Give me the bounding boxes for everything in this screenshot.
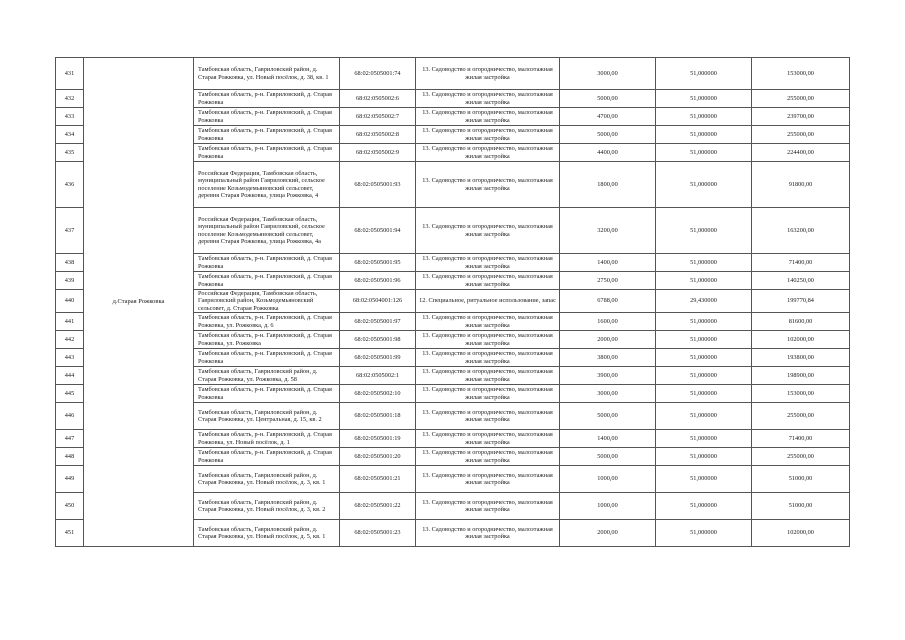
row-number-cell: 433 <box>56 108 84 126</box>
land-valuation-table <box>55 57 850 547</box>
area-cell: 3000,00 <box>560 385 656 403</box>
cadastral-value-cell: 140250,00 <box>752 272 850 290</box>
area-cell: 1800,00 <box>560 162 656 208</box>
cadastral-value-cell: 91800,00 <box>752 162 850 208</box>
rate-cell: 51,000000 <box>656 108 752 126</box>
land-use-cell: 13. Садоводство и огородничество, малоэтажная жилая застройка <box>416 331 560 349</box>
rate-cell: 51,000000 <box>656 144 752 162</box>
address-cell: Тамбовская область, Гавриловский район, д. Старая Рожковка, ул. Новый посёлок, д. 3, кв. 2 <box>194 493 340 520</box>
cadastral-value-cell: 102000,00 <box>752 331 850 349</box>
area-cell: 1000,00 <box>560 466 656 493</box>
address-cell: Российская Федерация, Тамбовская область, Гавриловский район, Козьмодемьяновский сельсовет, д. Старая Рожковка <box>194 290 340 313</box>
land-use-cell: 13. Садоводство и огородничество, малоэтажная жилая застройка <box>416 313 560 331</box>
cadastral-number-cell: 68:02:0505001:97 <box>340 313 416 331</box>
area-cell: 3000,00 <box>560 58 656 90</box>
row-number-cell: 449 <box>56 466 84 493</box>
land-use-cell: 13. Садоводство и огородничество, малоэтажная жилая застройка <box>416 254 560 272</box>
area-cell: 4700,00 <box>560 108 656 126</box>
rate-cell: 51,000000 <box>656 90 752 108</box>
address-cell: Тамбовская область, р-н. Гавриловский, д. Старая Рожковка <box>194 126 340 144</box>
cadastral-number-cell: 68:02:0505002:6 <box>340 90 416 108</box>
row-number-cell: 448 <box>56 448 84 466</box>
cadastral-value-cell: 255000,00 <box>752 403 850 430</box>
area-cell: 5000,00 <box>560 448 656 466</box>
cadastral-number-cell: 68:02:0504001:126 <box>340 290 416 313</box>
table-body <box>56 58 850 547</box>
cadastral-value-cell: 255000,00 <box>752 90 850 108</box>
address-cell: Тамбовская область, Гавриловский район, д. Старая Рожковка, ул. Новый посёлок, д. 3, кв. 1 <box>194 466 340 493</box>
row-number-cell: 439 <box>56 272 84 290</box>
row-number-cell: 437 <box>56 208 84 254</box>
area-cell: 1600,00 <box>560 313 656 331</box>
rate-cell: 51,000000 <box>656 403 752 430</box>
rate-cell: 51,000000 <box>656 126 752 144</box>
rate-cell: 51,000000 <box>656 331 752 349</box>
cadastral-value-cell: 102000,00 <box>752 520 850 547</box>
address-cell: Российская Федерация, Тамбовская область, муниципальный район Гавриловский, сельское поселение Козьмодемьяновский сельсовет, деревня Старая Рожковка, улица Рожковка, 4 <box>194 162 340 208</box>
cadastral-number-cell: 68:02:0505001:74 <box>340 58 416 90</box>
land-use-cell: 13. Садоводство и огородничество, малоэтажная жилая застройка <box>416 367 560 385</box>
cadastral-number-cell: 68:02:0505002:9 <box>340 144 416 162</box>
land-use-cell: 13. Садоводство и огородничество, малоэтажная жилая застройка <box>416 385 560 403</box>
cadastral-number-cell: 68:02:0505001:96 <box>340 272 416 290</box>
cadastral-number-cell: 68:02:0505001:19 <box>340 430 416 448</box>
address-cell: Российская Федерация, Тамбовская область, муниципальный район Гавриловский, сельское поселение Козьмодемьяновский сельсовет, деревня Старая Рожковка, улица Рожковка, 4а <box>194 208 340 254</box>
cadastral-number-cell: 68:02:0505001:18 <box>340 403 416 430</box>
cadastral-number-cell: 68:02:0505001:22 <box>340 493 416 520</box>
land-use-cell: 13. Садоводство и огородничество, малоэтажная жилая застройка <box>416 90 560 108</box>
area-cell: 1000,00 <box>560 493 656 520</box>
rate-cell: 51,000000 <box>656 58 752 90</box>
cadastral-number-cell: 68:02:0505001:23 <box>340 520 416 547</box>
land-use-cell: 13. Садоводство и огородничество, малоэтажная жилая застройка <box>416 493 560 520</box>
row-number-cell: 441 <box>56 313 84 331</box>
land-use-cell: 13. Садоводство и огородничество, малоэтажная жилая застройка <box>416 430 560 448</box>
rate-cell: 51,000000 <box>656 313 752 331</box>
row-number-cell: 438 <box>56 254 84 272</box>
rate-cell: 51,000000 <box>656 272 752 290</box>
rate-cell: 51,000000 <box>656 349 752 367</box>
rate-cell: 51,000000 <box>656 367 752 385</box>
cadastral-value-cell: 153000,00 <box>752 385 850 403</box>
rate-cell: 51,000000 <box>656 430 752 448</box>
row-number-cell: 447 <box>56 430 84 448</box>
land-use-cell: 13. Садоводство и огородничество, малоэтажная жилая застройка <box>416 108 560 126</box>
cadastral-value-cell: 153000,00 <box>752 58 850 90</box>
area-cell: 2750,00 <box>560 272 656 290</box>
cadastral-value-cell: 198900,00 <box>752 367 850 385</box>
cadastral-number-cell: 68:02:0505002:8 <box>340 126 416 144</box>
address-cell: Тамбовская область, р-н. Гавриловский, д. Старая Рожковка <box>194 385 340 403</box>
area-cell: 5000,00 <box>560 90 656 108</box>
row-number-cell: 450 <box>56 493 84 520</box>
row-number-cell: 434 <box>56 126 84 144</box>
address-cell: Тамбовская область, Гавриловский район, д. Старая Рожковка, ул. Новый посёлок, д. 38, кв. 1 <box>194 58 340 90</box>
cadastral-number-cell: 68:02:0505001:95 <box>340 254 416 272</box>
address-cell: Тамбовская область, р-н. Гавриловский, д. Старая Рожковка, ул. Новый посёлок, д. 1 <box>194 430 340 448</box>
cadastral-number-cell: 68:02:0505001:98 <box>340 331 416 349</box>
cadastral-number-cell: 68:02:0505002:10 <box>340 385 416 403</box>
cadastral-number-cell: 68:02:0505001:93 <box>340 162 416 208</box>
address-cell: Тамбовская область, р-н. Гавриловский, д. Старая Рожковка, ул. Рожковка <box>194 331 340 349</box>
land-use-cell: 13. Садоводство и огородничество, малоэтажная жилая застройка <box>416 58 560 90</box>
land-use-cell: 13. Садоводство и огородничество, малоэтажная жилая застройка <box>416 349 560 367</box>
area-cell: 2000,00 <box>560 331 656 349</box>
cadastral-number-cell: 68:02:0505001:99 <box>340 349 416 367</box>
cadastral-value-cell: 71400,00 <box>752 430 850 448</box>
cadastral-value-cell: 193800,00 <box>752 349 850 367</box>
cadastral-value-cell: 239700,00 <box>752 108 850 126</box>
cadastral-number-cell: 68:02:0505001:94 <box>340 208 416 254</box>
land-use-cell: 13. Садоводство и огородничество, малоэтажная жилая застройка <box>416 520 560 547</box>
cadastral-value-cell: 224400,00 <box>752 144 850 162</box>
cadastral-value-cell: 163200,00 <box>752 208 850 254</box>
row-number-cell: 431 <box>56 58 84 90</box>
address-cell: Тамбовская область, р-н. Гавриловский, д. Старая Рожковка <box>194 144 340 162</box>
address-cell: Тамбовская область, Гавриловский район, д. Старая Рожковка, ул. Рожковка, д. 58 <box>194 367 340 385</box>
rate-cell: 51,000000 <box>656 254 752 272</box>
cadastral-number-cell: 68:02:0505002:1 <box>340 367 416 385</box>
rate-cell: 51,000000 <box>656 448 752 466</box>
cadastral-value-cell: 81600,00 <box>752 313 850 331</box>
row-number-cell: 442 <box>56 331 84 349</box>
address-cell: Тамбовская область, Гавриловский район, д. Старая Рожковка, ул. Центральная, д. 15, кв. 2 <box>194 403 340 430</box>
area-cell: 6788,00 <box>560 290 656 313</box>
land-use-cell: 13. Садоводство и огородничество, малоэтажная жилая застройка <box>416 208 560 254</box>
row-number-cell: 436 <box>56 162 84 208</box>
cadastral-value-cell: 255000,00 <box>752 126 850 144</box>
address-cell: Тамбовская область, р-н. Гавриловский, д. Старая Рожковка <box>194 108 340 126</box>
cadastral-number-cell: 68:02:0505001:20 <box>340 448 416 466</box>
area-cell: 2000,00 <box>560 520 656 547</box>
cadastral-value-cell: 199770,84 <box>752 290 850 313</box>
cadastral-number-cell: 68:02:0505002:7 <box>340 108 416 126</box>
row-number-cell: 435 <box>56 144 84 162</box>
row-number-cell: 451 <box>56 520 84 547</box>
land-use-cell: 13. Садоводство и огородничество, малоэтажная жилая застройка <box>416 448 560 466</box>
row-number-cell: 446 <box>56 403 84 430</box>
area-cell: 5000,00 <box>560 403 656 430</box>
address-cell: Тамбовская область, р-н. Гавриловский, д. Старая Рожковка <box>194 254 340 272</box>
row-number-cell: 443 <box>56 349 84 367</box>
rate-cell: 51,000000 <box>656 520 752 547</box>
table-row <box>56 58 850 90</box>
cadastral-value-cell: 51000,00 <box>752 493 850 520</box>
address-cell: Тамбовская область, р-н. Гавриловский, д. Старая Рожковка <box>194 349 340 367</box>
land-use-cell: 13. Садоводство и огородничество, малоэтажная жилая застройка <box>416 144 560 162</box>
row-number-cell: 440 <box>56 290 84 313</box>
area-cell: 3200,00 <box>560 208 656 254</box>
land-use-cell: 13. Садоводство и огородничество, малоэтажная жилая застройка <box>416 403 560 430</box>
rate-cell: 51,000000 <box>656 385 752 403</box>
cadastral-number-cell: 68:02:0505001:21 <box>340 466 416 493</box>
land-use-cell: 13. Садоводство и огородничество, малоэтажная жилая застройка <box>416 272 560 290</box>
land-use-cell: 13. Садоводство и огородничество, малоэтажная жилая застройка <box>416 466 560 493</box>
rate-cell: 51,000000 <box>656 493 752 520</box>
land-use-cell: 13. Садоводство и огородничество, малоэтажная жилая застройка <box>416 162 560 208</box>
row-number-cell: 444 <box>56 367 84 385</box>
address-cell: Тамбовская область, р-н. Гавриловский, д. Старая Рожковка, ул. Рожковка, д. 6 <box>194 313 340 331</box>
cadastral-value-cell: 255000,00 <box>752 448 850 466</box>
land-use-cell: 13. Садоводство и огородничество, малоэтажная жилая застройка <box>416 126 560 144</box>
land-use-cell: 12. Специальное, ритуальное использование, запас <box>416 290 560 313</box>
area-cell: 1400,00 <box>560 430 656 448</box>
area-cell: 1400,00 <box>560 254 656 272</box>
address-cell: Тамбовская область, Гавриловский район, д. Старая Рожковка, ул. Новый посёлок, д. 5, кв. 1 <box>194 520 340 547</box>
locality-cell: д.Старая Рожковка <box>84 58 194 547</box>
rate-cell: 51,000000 <box>656 466 752 493</box>
rate-cell: 51,000000 <box>656 208 752 254</box>
rate-cell: 29,430000 <box>656 290 752 313</box>
row-number-cell: 432 <box>56 90 84 108</box>
cadastral-value-cell: 51000,00 <box>752 466 850 493</box>
address-cell: Тамбовская область, р-н. Гавриловский, д. Старая Рожковка <box>194 272 340 290</box>
rate-cell: 51,000000 <box>656 162 752 208</box>
area-cell: 4400,00 <box>560 144 656 162</box>
row-number-cell: 445 <box>56 385 84 403</box>
address-cell: Тамбовская область, р-н. Гавриловский, д. Старая Рожковка <box>194 448 340 466</box>
area-cell: 3800,00 <box>560 349 656 367</box>
area-cell: 5000,00 <box>560 126 656 144</box>
area-cell: 3900,00 <box>560 367 656 385</box>
address-cell: Тамбовская область, р-н. Гавриловский, д. Старая Рожковка <box>194 90 340 108</box>
cadastral-value-cell: 71400,00 <box>752 254 850 272</box>
